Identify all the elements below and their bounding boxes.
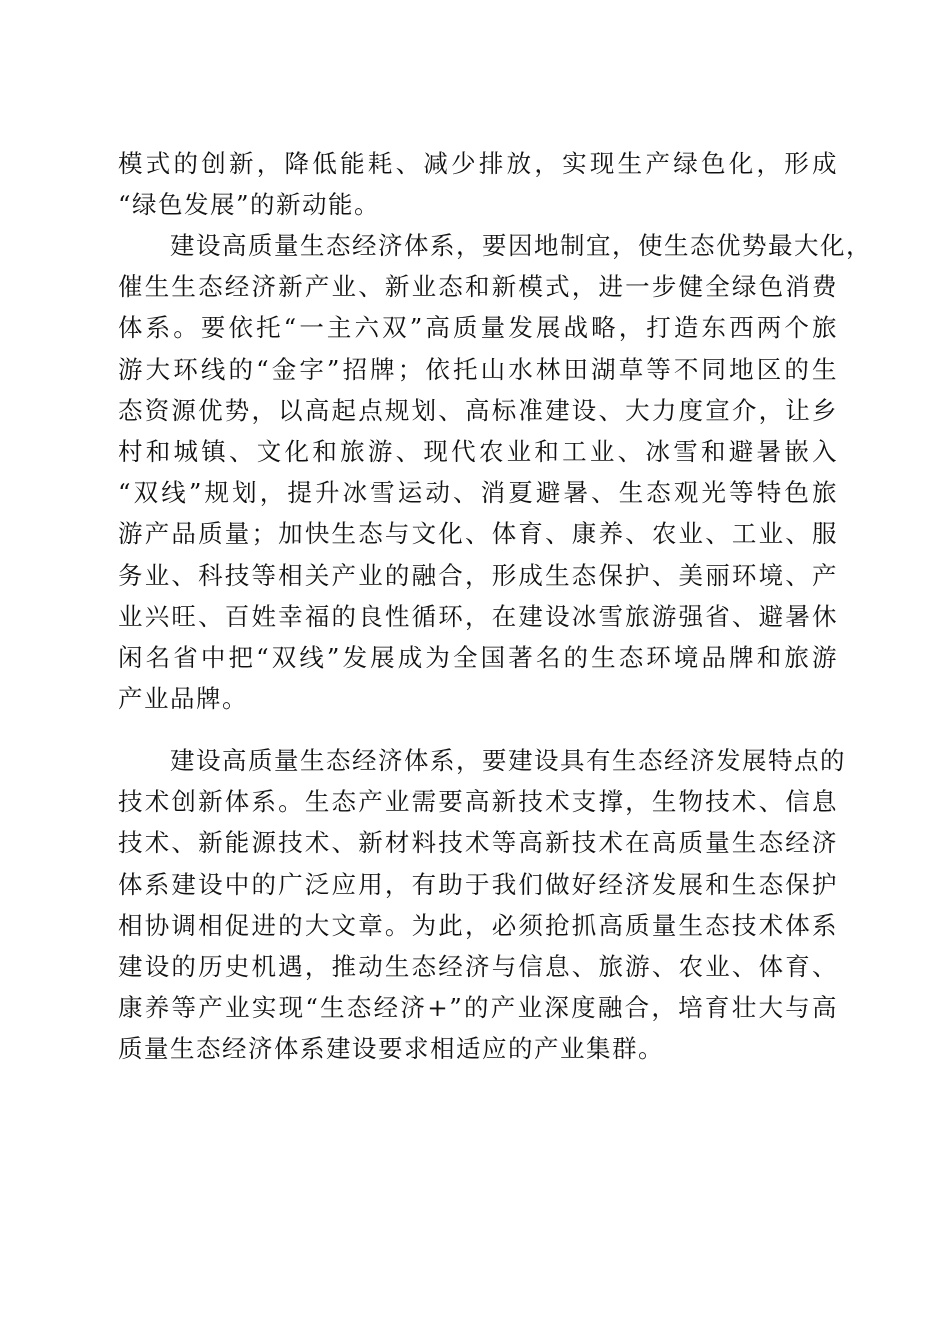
text-line: 技术创新体系。生态产业需要高新技术支撑，生物技术、信息 (118, 787, 838, 817)
text-line: 催生生态经济新产业、新业态和新模式，进一步健全绿色消费 (118, 272, 838, 302)
text-line: 产业品牌。 (118, 684, 248, 714)
text-line: 技术、新能源技术、新材料技术等高新技术在高质量生态经济 (118, 828, 838, 858)
paragraph-green-development (118, 143, 838, 225)
text-line: 态资源优势，以高起点规划、高标准建设、大力度宣介，让乡 (118, 395, 838, 425)
text-line: 游大环线的“金字”招牌；依托山水林田湖草等不同地区的生 (118, 354, 838, 384)
text-line: 业兴旺、百姓幸福的良性循环，在建设冰雪旅游强省、避暑休 (118, 601, 838, 631)
text-line: 建设高质量生态经济体系，要因地制宜，使生态优势最大化， (118, 231, 872, 260)
text-line: 质量生态经济体系建设要求相适应的产业集群。 (118, 1034, 664, 1064)
text-line: 体系建设中的广泛应用，有助于我们做好经济发展和生态保护 (118, 869, 838, 899)
text-line: “绿色发展”的新动能。 (118, 190, 381, 220)
text-line: 游产品质量；加快生态与文化、体育、康养、农业、工业、服 (118, 519, 838, 549)
text-line: 建设的历史机遇，推动生态经济与信息、旅游、农业、体育、 (118, 951, 838, 981)
text-line: 务业、科技等相关产业的融合，形成生态保护、美丽环境、产 (118, 560, 838, 590)
text-line: “双线”规划，提升冰雪运动、消夏避暑、生态观光等特色旅 (118, 478, 838, 508)
text-line: 村和城镇、文化和旅游、现代农业和工业、冰雪和避暑嵌入 (118, 436, 838, 466)
text-line: 康养等产业实现“生态经济+”的产业深度融合，培育壮大与高 (118, 993, 838, 1023)
paragraph-technology-innovation (118, 740, 846, 1070)
paragraph-ecological-economy-tourism (118, 225, 872, 719)
text-line: 相协调相促进的大文章。为此，必须抢抓高质量生态技术体系 (118, 910, 838, 940)
text-line: 模式的创新，降低能耗、减少排放，实现生产绿色化，形成 (118, 149, 838, 178)
text-line: 闲名省中把“双线”发展成为全国著名的生态环境品牌和旅游 (118, 642, 838, 672)
text-line: 建设高质量生态经济体系，要建设具有生态经济发展特点的 (118, 746, 846, 775)
text-line: 体系。要依托“一主六双”高质量发展战略，打造东西两个旅 (118, 313, 838, 343)
